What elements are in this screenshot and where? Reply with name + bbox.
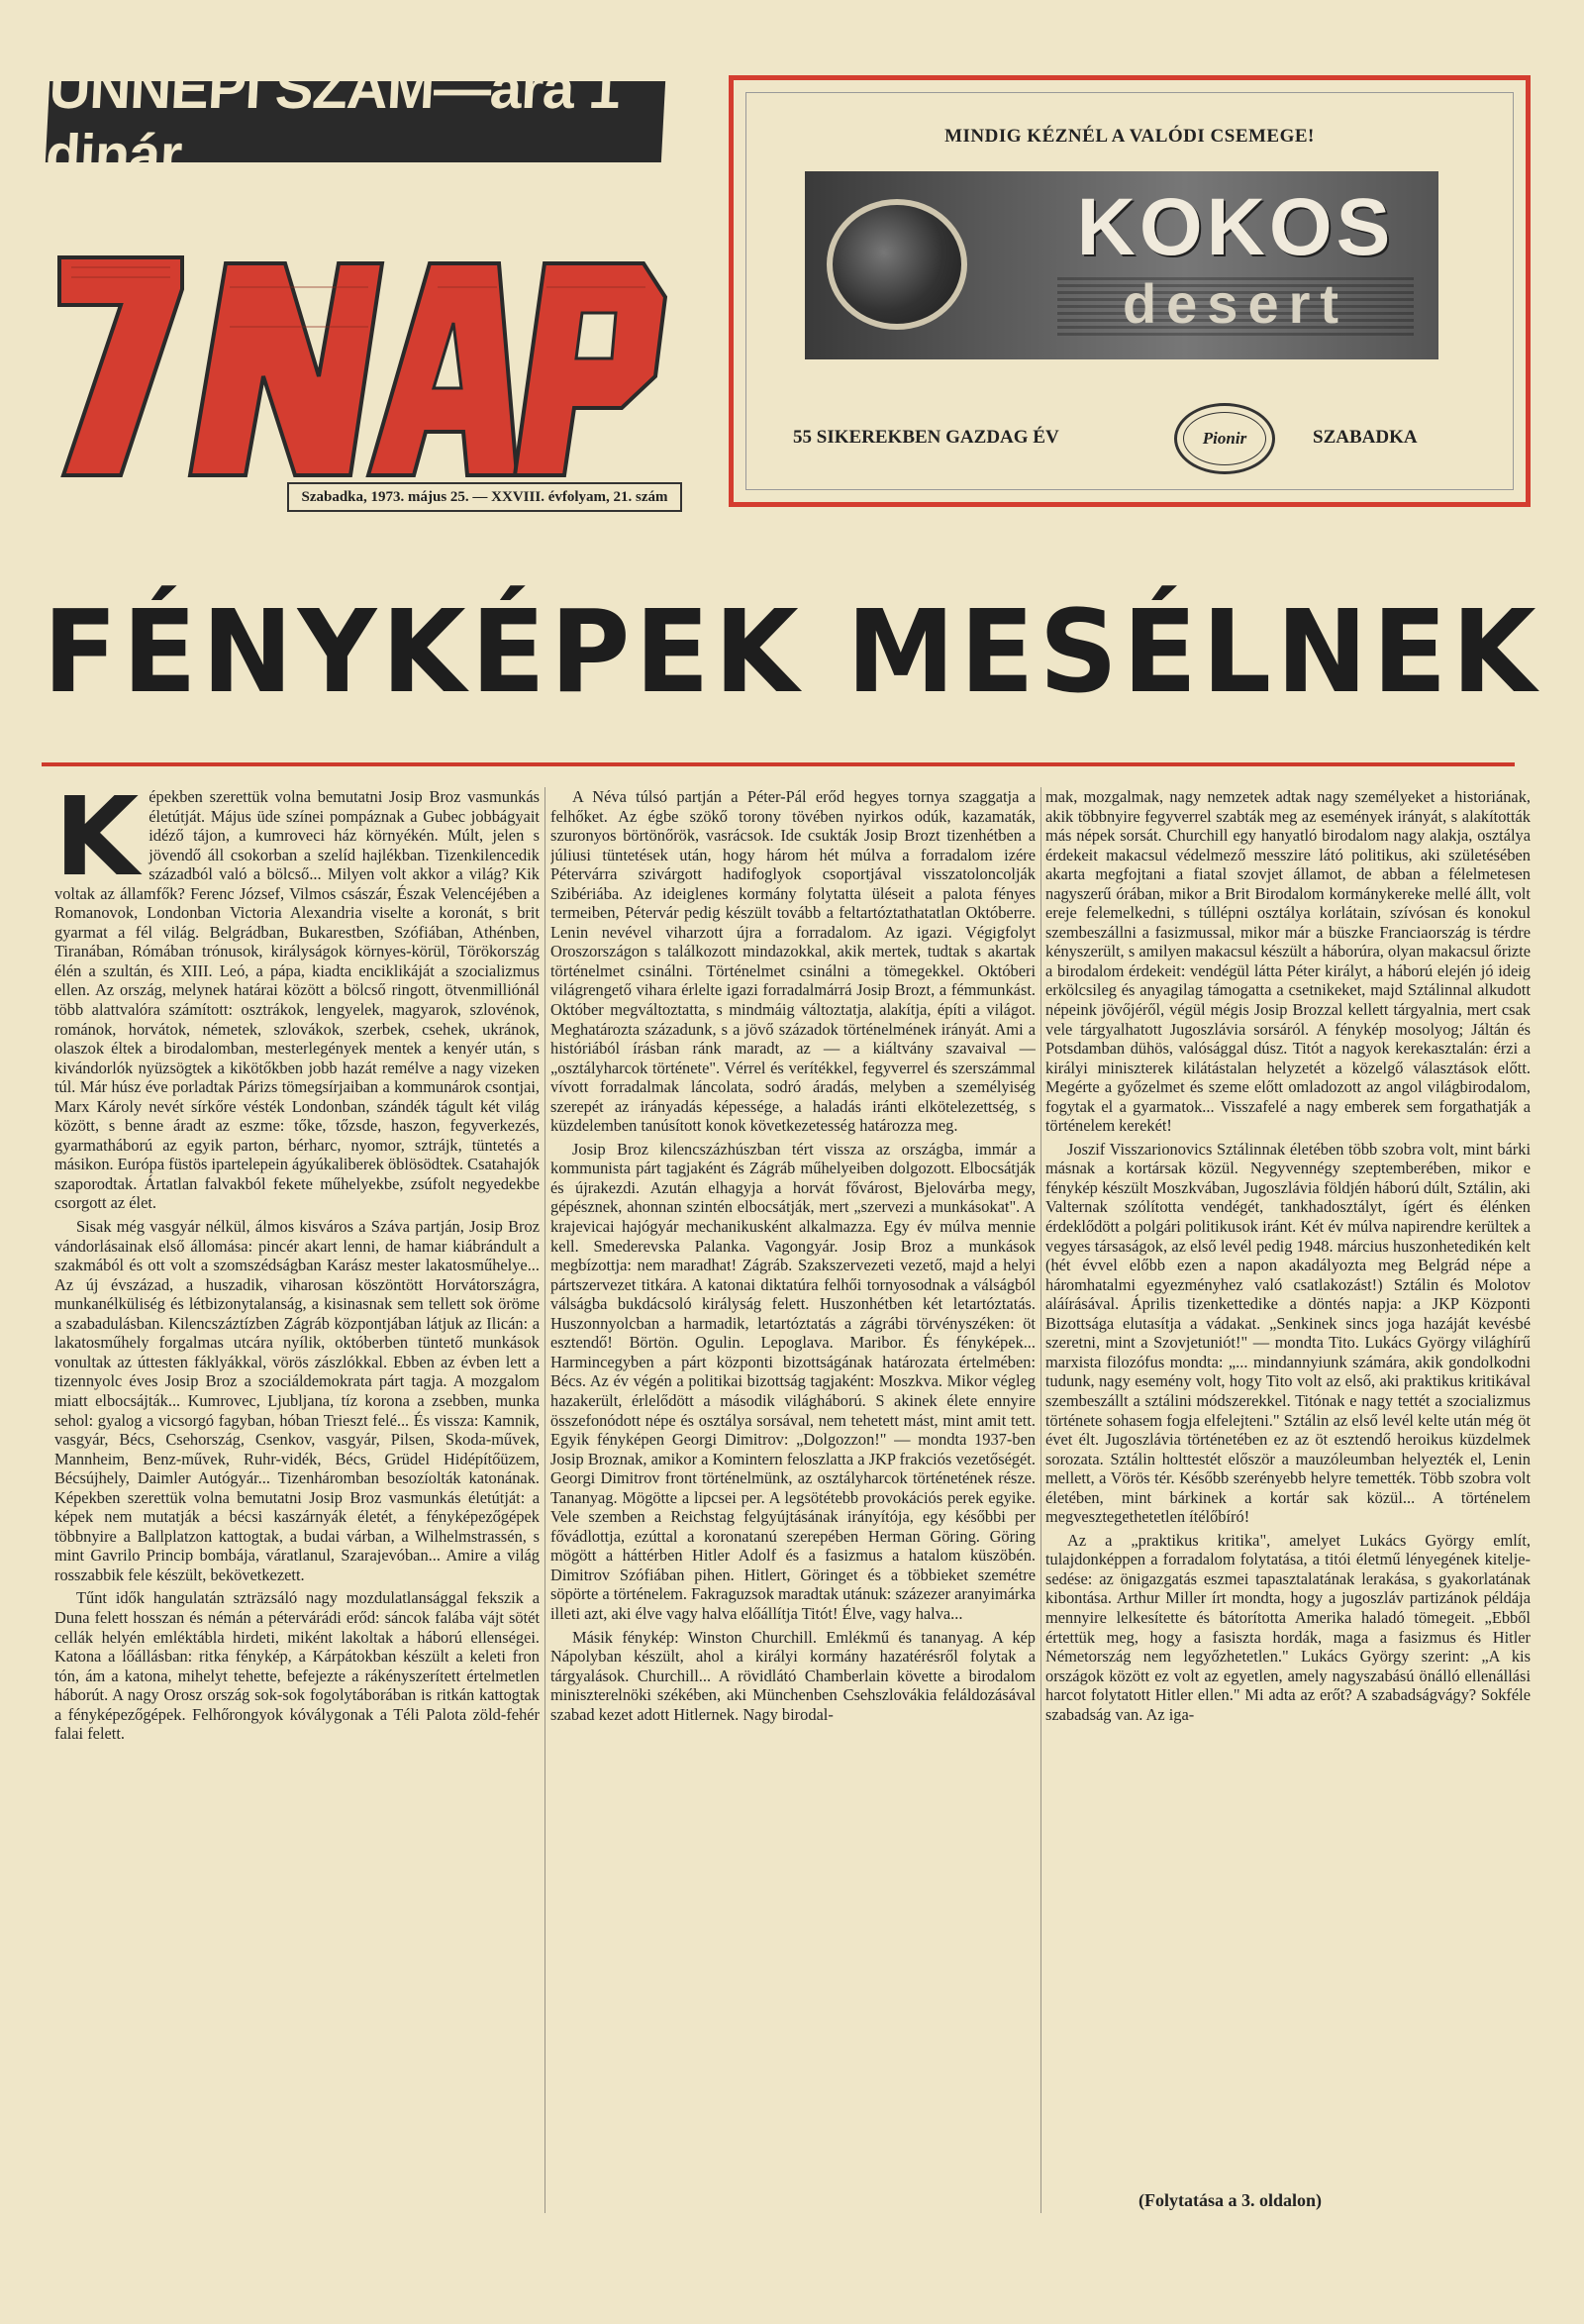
paragraph: mak, mozgalmak, nagy nemzetek adtak nagy személyeket a historiának, akik többnyire fegyverrel szabták meg az események irányát, s alakították más népek sorsát. Churchill egy hanyatló birodalom nagy alakja, osztálya érdekeit makacsul védelmező messzire látó politikus, aki születésében akarta megfojtani a fiatal szovjet államot, de abban a félelmetesen nagyszerű órában, mikor a Brit Birodalom kormánykereke mellé állt, volt ereje felemelkedni, s túllépni osztálya korlátain, szívósan és konokul szembeszállni a fasizmussal, mikor már a büszke Franciaország is térdre kényszerült, s amilyen makacsul készült a háborúra, olyan makacsul őrizte a birodalom érdekeit: vendégül látta Péter királyt, a háború elején jó ideig erkölcsileg és anyagilag támogatta a csetnikeket, majd Sztálinnal alkudott népeink jövőjéről, végül mégis Josip Brozzal kellett tárgyalnia, mert csak vele tárgyalhatott Jugoszlávia sorsáról. A fénykép mosolyog; Jáltán és Potsdamban dühös, valósággal dúsz. Titót a nagyok kerekasztalán: érzi a királyi miniszterek kilátástalan helyzetét a közelgő választások előtt. Megérte a győzelmet és szeme előtt omladozott az angol világbirodalom, fogytak el a gyarmatok... Visszafelé a nagy emberek sem forgathatják a történelem kerekét!	[1045, 787, 1531, 1136]
ad-slogan: MINDIG KÉZNÉL A VALÓDI CSEMEGE!	[944, 126, 1315, 147]
seven-nap-logo-graphic	[51, 228, 685, 495]
issue-date-line: Szabadka, 1973. május 25. — XXVIII. évfolyam, 21. szám	[287, 482, 682, 512]
ad-city-text: SZABADKA	[1313, 427, 1418, 448]
paragraph: A Néva túlsó partján a Péter-Pál erőd hegyes tornya szaggatja a felhőket. Az égbe szökő torony tövében nyirkos odúk, kazamaták, szuronyos börtönőrök, vasrácsok. Ide csukták Josip Brozt tizenhétben a júliusi tüntetések után, hogy három hét múlva a forradalom izére Pétervárra szivárgott hadifoglyok csoportjával visszatoloncolják Szibériába. Az ideiglenes kormány folytatta üléseit a palota fényes termeiben, Pétervár pedig készült tovább a feltartóztathatatlan Októberre. Lenin nevével viharzott újra a forradalom. Az igazi. Végigfolyt Oroszországon s találkozott mindazokkal, akik mertek, tudtak s akartak történelmet csinálni. Történelmet csinálni a tömegekkel. Októberi világrengető vihara érlelte igazi forradalmárrá Josip Brozt, a fémmunkást. Október megváltoztatta, s mindmáig változtatja, alakítja, építi a világot. Meghatározta századunk, s a jövő századok történelmének irányát. Ami a históriából írásban ránk maradt, az — a kiáltvány szavaival — „osztályharcok története". Vérrel és verítékkel, fegyverrel és szerszámmal vívott forradalmak láncolata, sodró áradás, melyben a személyiség szerepét az irányadás képessége, a haladás iránti elkötelezettség, s küzdelemben tanúsított konok következetesség határozza meg.	[550, 787, 1036, 1136]
brand-name: Pionir	[1202, 429, 1247, 448]
paragraph: Az a „praktikus kritika", amelyet Lukács György említ, tulajdonképpen a forradalom folytatása, a titói életmű lényegének kitelje-sedése: az önigazgatás eszmei tapasztalatának lerakása, s gyakorlatának kibontása. Arthur Miller írt mondta, hogy a jugoszláv partizánok példája mennyire lelkesítette és bátorította Amerika haladó tömegeit. „Ebből értettük meg, hogy a fasiszta hordák, maga a fasizmus és Hitler Németország nem legyőzhetetlen." Lukács György szerint: „A kis országok között ez volt az egyetlen, amely nagyszabású önálló ellenállási harcot folytatott Hitler ellen." Mi adta az erőt? A szabadságvágy? Sokféle szabadság van. Az iga-	[1045, 1530, 1531, 1724]
ad-product-photo	[805, 171, 1438, 359]
paragraph: Josip Broz kilencszázhúszban tért vissza az országba, immár a kommunista párt tagjaként és Zágráb műhelyeiben dolgozott. Elbocsátják és újrakezdi. Azután elhagyja a horvát fővárost, Bjelovárba megy, gépésznek, ahonnan szintén elbocsátják, mert „szervezi a munkásokat". A krajevicai hajógyár mechanikusként alkalmazza. Egy év múlva mennie kell. Smederevska Palanka. Vagongyár. Josip Broz a munkások megbízottja: nem maradhat! Zágráb. Szakszervezeti vezető, majd a helyi pártszervezet titkára. A katonai diktatúra felhői tornyosodnak a válságból válságba bukdácsoló királyság felett. Huszonhétben két letartóztatás. Huszonnyolcban a harmadik, letartóztatás a zágrábi törvényszéken: öt esztendő! Börtön. Ogulin. Lepoglava. Maribor. És fényképek... Harmincegyben a párt központi bizottságának határozata értelmében: Bécs. Az év végén a politikai bizottság tagjaként: Moszkva. Mikor végleg hazakerült, érlelődött a második világháború. S akinek élete ennyire összefonódott népe és osztálya sorsával, nem tehetett mást, mint amit tett. Egyik fényképen Georgi Dimitrov: „Dolgozzon!" — mondta 1937-ben Josip Broznak, amikor a Komintern feloszlatta a JKP frakciós vezetőségét. Georgi Dimitrov front történelmünk, az osztályharcok történetének része. Tananyag. Mögötte a lipcsei per. A legsötétebb provokációs perek egyike. Vele szemben a Reichstag felgyújtásának irányítója, egy későbbi per fővádlottja, ezúttal a koronatanú szerepében Herman Göring. Göring mögött a háttérben Hitler Adolf és a fasizmus a hatalom küszöbén. Dimitrov Szófiában pihen. Hitlert, Göringet és a többieket szemétre söpörte a történelem. Fakraguzsok maradtak utánuk: százezer aranyimárka illeti azt, aki élve vagy halva előállítja Titót! Élve, vagy halva...	[550, 1139, 1036, 1623]
paragraph: Sisak még vasgyár nélkül, álmos kisváros a Száva partján, Josip Broz vándorlásainak első állomása: pincér akart lenni, de hamar kiábrándult a szakmából és ott volt a szomszédságban Karász mester lakatosműhelye... Az új évszázad, a huszadik, viharosan köszöntött Horvátországra, munkanélküliség és létbizonytalanság, a kisinasnak sem tellett sok öröme a szabadulásban. Kilencszáztízben Zágráb központjában látjuk az Ilicán: a lakatosműhely forgalmas utcára nyílik, októberben tüntető munkások vonultak az úttesten fáklyákkal, vörös zászlókkal. Ebben az évben lett a tizennyolc éves Josip Broz a szociáldemokrata párt tagja. A mozgalom miatt elbocsájták... Kumrovec, Ljubljana, tíz korona a zsebben, munka sehol: gyalog a vicsorgó fagyban, hóban Trieszt felé... És vissza: Kamnik, vasgyár, Bécs, Csehország, Csenkov, vasgyár, Pilsen, Skoda-művek, Mannheim, Benz-művek, Ruhr-vidék, Bécs, Grüdel Hidépítőüzem, Bécsújhely, Daimler Autógyár... Tizenháromban besozíolták katonának. Képekben szerettük volna bemutatni Josip Broz vasmunkás életútját: a képek nem mutatják a bécsi kaszárnyák életét, a fényképezőgépek többnyire a Ballplatzon kattogtak, a budai várban, a Wilhelmstrassén, s mint Gavrilo Princip bombája, váratlanul, Szarajevóban... Amire a világ rosszabbik fele készült, bekövetkezett.	[54, 1217, 540, 1584]
headline-red-rule	[42, 762, 1515, 766]
paragraph: Joszif Visszarionovics Sztálinnak életében több szobra volt, mint bárki másnak a kortársak közül. Negyvennégy szeptemberében, mikor e fénykép készült Moszkvában, Jugoszlávia földjén háború dúlt, Sztálin, aki Valternak szólította vendégét, tankhadosztályt, ígért és élénken érdeklődött a polgári politikusok iránt. Két év múlva napirendre kerültek a vegyes társaságok, az első levél pedig 1948. március huszonhetedikén kelt (hét évvel előbb ezen a napon akadályozta meg Belgrád népe a háromhatalmi egyezményhez való csatlakozást!) Sztálin és Molotov aláírásával. Április tizenkettedike a döntés napja: a JKP Központi Bizottsága elutasítja a vádakat. „Senkinek sincs joga hazáját kevésbé szeretni, mint a Szovjetuniót!" — mondta Tito. Lukács György világhírű marxista filozófus mondta: „... mindannyiunk számára, akik gondolkodni tudunk, nagy esemény volt, hogy Tito volt az első, aki praktikus kritikával szembeszállt a sztálini módszerekkel. Titónak e nagy tettét a szocializmus története sohasem fogja elfelejteni." Sztálin az első levél kelte után még öt évet élt. Jugoszlávia történetében ez az öt esztendő heroikus küzdelmek sorozata. Sztálin holttestét először a mauzóleumban helyezték el, Lenin mellett, a Vörös tér. Később szerényebb helyre temették. Több szobra volt életében, mint bárkinek a kortár sak közül... A történelem megvesztegethetetlen ítélőbíró!	[1045, 1139, 1531, 1527]
column-divider	[1040, 787, 1041, 2213]
ad-product-subname: desert	[1057, 274, 1414, 336]
pionir-logo-badge	[1174, 403, 1275, 474]
paragraph: épekben szerettük volna bemutatni Josip Broz vasmunkás életútját. Május üde színei pompáznak a Gubec jobbágyait idéző tájon, a kumroveci ház környékén. Múlt, jelen s jövendő áll csokorban a szelíd hajlékban. Tizenkilencedik századból való a bölcső... Milyen volt akkor a világ? Kik voltak az államfők? Ferenc József, Vilmos császár, Észak Velencéjében a Romanovok, Londonban Victoria Alexandria viselte a koronát, s brit gyarmat a fél világ. Belgrádban, Bukarestben, Szófiában, Athénben, Tiranában, Rómában trónusok, királyságok környes-körül, Törökország élén a szultán, és XIII. Leó, a pápa, kiadta enciklikáját a szocializmus ellen. Az ország, melynek határai között a bölcső ringott, ötvenmilliónál több alattvalóra számított: osztrákok, lengyelek, magyarok, szlovénok, románok, horvátok, németek, szlovákok, szerbek, csehek, ukránok, olaszok éltek a birodalomban, mesterlegények mentek a kenyér után, s kivándorlók nyüzsögtek a kikötőkben jobb hazát remélve a nagy vizeken túl. Már húsz éve porladtak Párizs tömegsírjaiban a kommunárok csontjai, Marx Károly nevét sírkőre vésték Londonban, szándék tágult két világ között, s benne áradt az eszme: tőke, tőzsde, haszon, fegyverkezés, gyarmatháború az egyik parton, bérharc, nyomor, sztrájk, tüntetés a másikon. Európa füstös ipartelepein ágyúkaliberek öblösödtek. Csatahajók szaporodtak. Ártatlan falvakból fekete műhelyekbe, zsúfolt negyedekbe csorgott az élet.	[54, 787, 540, 1213]
drop-cap: K	[54, 787, 140, 900]
ad-years-text: 55 SIKEREKBEN GAZDAG ÉV	[793, 427, 1059, 448]
column-divider	[544, 787, 545, 2213]
coconut-icon	[827, 199, 967, 330]
page-headline: FÉNYKÉPEK MESÉLNEK	[43, 584, 1541, 719]
paragraph: Tűnt idők hangulatán szträzsáló nagy mozdulatlansággal fekszik a Duna felett hosszan és némán a pétervárádi erőd: sáncok falába vájt sötét cellák helyén emléktábla hirdeti, miként lakoltak a háború ellenségei. Katona a lőállásban: ritka fénykép, a Kárpátokban készült a keleti fron tón, ám a katona, mihelyt tehette, befejezte a rákényszerített értelmetlen háborút. A nagy Orosz ország sok-sok fogolytáborában is ritkán kattogtak a fényképezőgépek. Felhőrongyok kóválygonak a Téli Palota zöld-fehér falai felett.	[54, 1588, 540, 1744]
holiday-issue-banner: ÜNNEPI SZÁM—ára 1 dinár	[46, 81, 665, 162]
article-column-2	[550, 787, 1036, 2173]
masthead-logo	[51, 228, 685, 495]
continued-note: (Folytatása a 3. oldalon)	[1138, 2190, 1323, 2210]
paragraph: Másik fénykép: Winston Churchill. Emlékmű és tananyag. A kép Nápolyban készült, ahol a királyi kormány hazatérésről folytak a tárgyalások. Churchill... A rövidlátó Chamberlain követte a birodalom miniszterelnöki székében, aki Münchenben Csehszlovákia feláldozásával szabad kezet adott Hitlernek. Nagy birodal-	[550, 1627, 1036, 1724]
article-column-1	[54, 787, 540, 2173]
kokos-desert-ad	[729, 75, 1531, 507]
article-column-3	[1045, 787, 1531, 2173]
ad-product-name: KOKOS	[1076, 182, 1395, 272]
